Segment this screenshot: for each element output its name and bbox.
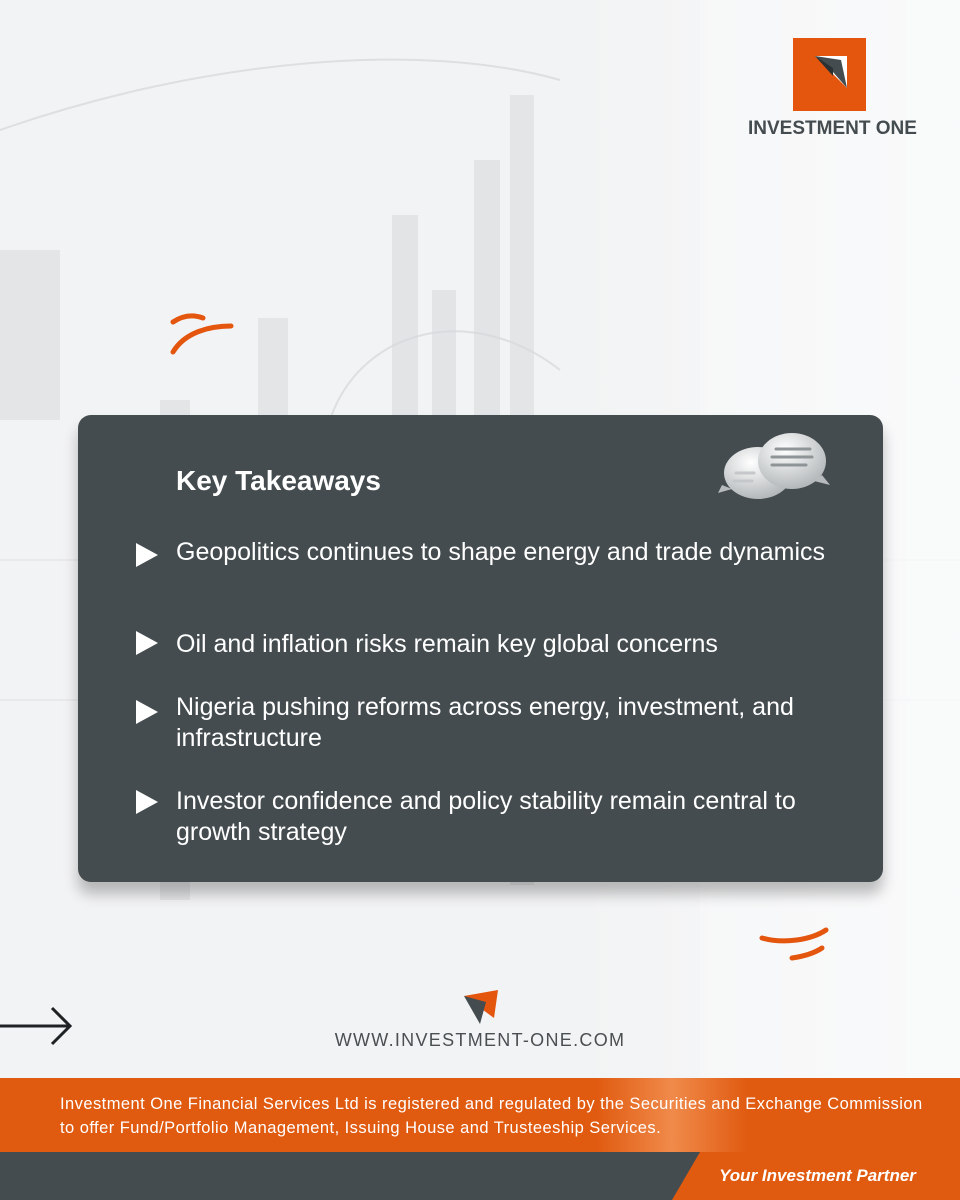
takeaway-text: Oil and inflation risks remain key global concerns <box>176 630 718 658</box>
card-title: Key Takeaways <box>176 465 381 496</box>
right-arrow-icon <box>0 1004 76 1048</box>
decorative-swoosh-bottom <box>756 922 832 966</box>
triangle-bullet-icon <box>136 700 158 724</box>
brand-logo <box>748 38 917 142</box>
tagline: Your Investment Partner <box>719 1166 916 1185</box>
takeaway-text: Geopolitics continues to shape energy and trade dynamics <box>176 538 825 566</box>
investment-one-footer-mark <box>462 990 500 1024</box>
triangle-bullet-icon <box>136 631 158 655</box>
decorative-swoosh-top <box>165 310 240 360</box>
triangle-bullet-icon <box>136 543 158 567</box>
brand-name: INVESTMENT ONE <box>748 118 917 139</box>
takeaway-text: Nigeria pushing reforms across energy, investment, and infrastructure <box>176 693 794 752</box>
chat-bubbles-icon <box>718 425 834 507</box>
investment-one-logo-mark <box>793 38 866 111</box>
takeaway-text: Investor confidence and policy stability remain central to growth strategy <box>176 787 796 846</box>
regulatory-text: Investment One Financial Services Ltd is registered and regulated by the Securities and Exchange Commission to offer Fund/Portfolio Management, Issuing House and Trusteeship Services. <box>60 1095 923 1137</box>
key-takeaways-card <box>78 415 883 882</box>
triangle-bullet-icon <box>136 790 158 814</box>
website-link[interactable]: WWW.INVESTMENT-ONE.COM <box>334 1030 626 1050</box>
